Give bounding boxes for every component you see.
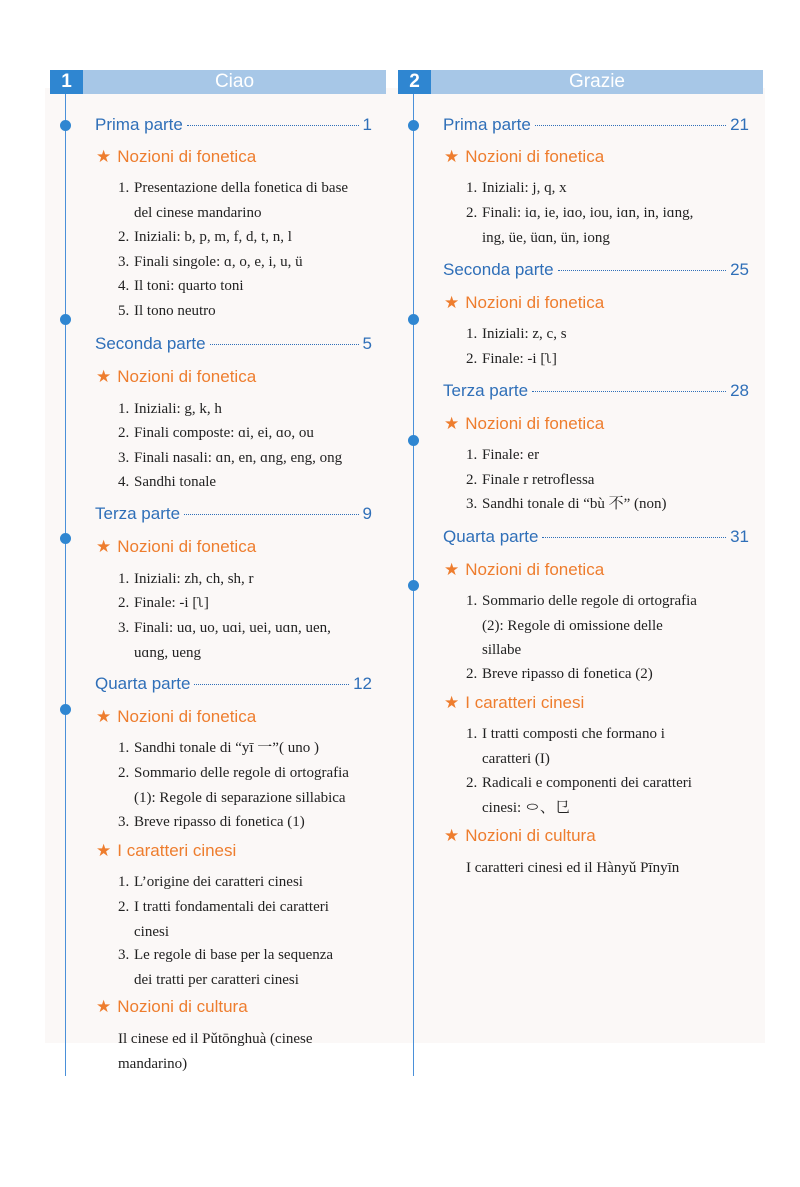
list-item [466,662,749,687]
toc-part-prima[interactable] [95,115,372,137]
item-text-cont: ing, üe, üɑn, ün, iong [482,229,610,246]
item-number: 2. [466,472,478,488]
list-item [118,943,372,992]
list-item [466,468,749,493]
star-icon: ★ [96,841,112,860]
item-text: Breve ripasso di fonetica (1) [134,814,305,830]
section-fonetica [96,367,256,389]
section-label: Nozioni di fonetica [117,537,257,556]
item-text: Finali: uɑ, uo, uɑi, uei, uɑn, uen, [134,620,331,636]
chapter-2-title: Grazie [569,71,625,92]
chapter-2-header [398,70,763,94]
item-number: 3. [118,814,130,830]
leader-dots [210,344,359,345]
section-label: Nozioni di fonetica [465,147,605,166]
item-text: Sommario delle regole di ortografia [134,765,349,781]
item-number: 1. [466,180,478,196]
item-number: 4. [118,278,130,294]
section-label: Nozioni di fonetica [465,293,605,312]
star-icon: ★ [96,997,112,1016]
timeline-dot [408,580,419,591]
toc-part-prima[interactable] [443,115,749,137]
cultura-line: mandarino) [118,1055,188,1072]
page-number: 12 [353,674,372,693]
item-number: 3. [118,620,130,636]
item-number: 1. [118,180,130,196]
list-item [466,322,749,347]
section-label: Nozioni di cultura [117,997,248,1016]
list-item [466,176,749,201]
star-icon: ★ [96,707,112,726]
item-text: Sommario delle regole di ortografia [482,593,697,609]
item-text: I tratti composti che formano i [482,726,665,742]
list-item [118,761,372,810]
timeline-dot [60,704,71,715]
item-text-cont: uɑng, ueng [134,644,202,661]
section-label: Nozioni di cultura [465,826,596,845]
item-text: Iniziali: zh, ch, sh, r [134,571,254,587]
item-number: 2. [466,205,478,221]
star-icon: ★ [444,560,460,579]
chapter-2-number: 2 [398,70,431,94]
star-icon: ★ [96,147,112,166]
timeline-dot [60,120,71,131]
item-number: 1. [466,447,478,463]
star-icon: ★ [444,826,460,845]
list-item [466,722,749,771]
list-item [118,250,372,275]
item-text: Sandhi tonale di “bù 不” (non) [482,496,667,512]
leader-dots [535,125,726,126]
item-number: 2. [466,775,478,791]
section-label: Nozioni di fonetica [117,147,257,166]
part-label: Terza parte [443,381,529,400]
chapter-2-column [398,70,763,876]
item-text: Finale: -i [ʅ] [134,595,209,611]
item-text-cont: caratteri (I) [482,750,550,767]
item-text: Finali singole: ɑ, o, e, i, u, ü [134,254,303,270]
part-label: Terza parte [95,504,181,523]
toc-part-seconda[interactable] [443,260,749,282]
item-number: 5. [118,303,130,319]
item-number: 2. [118,229,130,245]
chapter-1-title: Ciao [214,71,255,92]
page-number: 5 [362,334,372,353]
chapter-1-header [50,70,386,94]
section-fonetica [96,537,256,559]
item-number: 1. [466,593,478,609]
star-icon: ★ [444,147,460,166]
item-number: 1. [118,740,130,756]
item-text: Il toni: quarto toni [134,278,244,294]
section-fonetica [444,414,604,436]
item-text: Le regole di base per la sequenza [134,947,334,963]
item-text-cont: sillabe [482,642,522,658]
chapter-1-number: 1 [50,70,83,94]
list-item [118,176,372,225]
leader-dots [194,684,349,685]
item-number: 3. [118,947,130,963]
item-text: L’origine dei caratteri cinesi [134,874,303,890]
section-fonetica [444,560,604,582]
item-text: Finale: er [482,447,540,463]
item-text: Finale: -i [ʅ] [482,351,557,367]
item-text: Sandhi tonale di “yī 一”( uno ) [134,740,319,756]
item-text: Iniziali: j, q, x [482,180,567,196]
item-text-cont: del cinese mandarino [134,204,262,221]
cultura-text [466,856,749,881]
part-label: Quarta parte [443,527,539,546]
item-number: 2. [118,595,130,611]
leader-dots [558,270,726,271]
section-cultura [444,826,596,848]
cultura-line: I caratteri cinesi ed il Hànyǔ Pīnyīn [466,860,680,876]
list-item [118,225,372,250]
section-fonetica [96,147,256,169]
section-label: Nozioni di fonetica [465,560,605,579]
item-number: 2. [118,765,130,781]
section-fonetica [96,707,256,729]
star-icon: ★ [96,367,112,386]
list-item [118,274,372,299]
list-item [118,870,372,895]
cultura-text [118,1027,372,1076]
page-number: 31 [730,527,749,546]
section-label: I caratteri cinesi [117,841,237,860]
list-item [118,299,372,324]
chapter-1-column [50,70,386,1072]
item-number: 1. [118,874,130,890]
page-number: 28 [730,381,749,400]
item-text: Il tono neutro [134,303,216,319]
item-number: 2. [466,351,478,367]
page-number: 25 [730,260,749,279]
item-text: Presentazione della fonetica di base [134,180,349,196]
cultura-line: Il cinese ed il Pǔtōnghuà (cinese [118,1031,313,1047]
timeline-dot [60,314,71,325]
list-item [118,895,372,944]
toc-part-terza[interactable] [95,504,372,526]
item-text-cont: cinesi [134,923,169,940]
list-item [118,421,372,446]
page-number: 1 [362,115,372,134]
toc-part-terza[interactable] [443,381,749,403]
part-label: Seconda parte [443,260,554,279]
leader-dots [187,125,359,126]
item-number: 2. [118,899,130,915]
item-number: 3. [466,496,478,512]
item-text: Finale r retroflessa [482,472,595,488]
section-fonetica [444,293,604,315]
leader-dots [542,537,726,538]
list-item [466,771,749,820]
section-label: Nozioni di fonetica [117,367,257,386]
part-label: Seconda parte [95,334,206,353]
item-text-cont: (1): Regole di separazione sillabica [134,789,346,806]
page-number: 21 [730,115,749,134]
item-text: Sandhi tonale [134,474,217,490]
item-text: Iniziali: z, c, s [482,326,567,342]
star-icon: ★ [444,293,460,312]
item-number: 2. [118,425,130,441]
item-text-cont: (2): Regole di omissione delle [482,617,663,634]
item-text: Breve ripasso di fonetica (2) [482,666,653,682]
item-number: 3. [118,254,130,270]
section-cultura [96,997,248,1019]
timeline-dot [60,533,71,544]
star-icon: ★ [444,414,460,433]
page-number: 9 [362,504,372,523]
toc-part-seconda[interactable] [95,334,372,356]
item-text: Finali composte: ɑi, ei, ɑo, ou [134,425,314,441]
section-label: Nozioni di fonetica [465,414,605,433]
item-number: 2. [466,666,478,682]
section-caratteri [96,841,236,863]
section-label: I caratteri cinesi [465,693,585,712]
list-item [466,443,749,468]
leader-dots [532,391,726,392]
list-item [466,589,749,663]
part-label: Prima parte [443,115,531,134]
item-number: 4. [118,474,130,490]
part-label: Prima parte [95,115,183,134]
item-text: I tratti fondamentali dei caratteri [134,899,329,915]
toc-part-quarta[interactable] [95,674,372,696]
list-item [118,446,372,471]
item-number: 1. [466,726,478,742]
section-label: Nozioni di fonetica [117,707,257,726]
timeline-dot [408,314,419,325]
timeline-dot [408,120,419,131]
item-text: Finali: iɑ, ie, iɑo, iou, iɑn, in, iɑng, [482,205,694,221]
item-text: Iniziali: b, p, m, f, d, t, n, l [134,229,292,245]
item-text: Iniziali: g, k, h [134,401,222,417]
leader-dots [184,514,358,515]
list-item [118,736,372,761]
list-item [118,810,372,835]
list-item [466,347,749,372]
item-number: 1. [118,401,130,417]
list-item [118,616,372,665]
list-item [118,567,372,592]
list-item [118,397,372,422]
section-fonetica [444,147,604,169]
star-icon: ★ [444,693,460,712]
item-text-cont: cinesi: ㇣、㔾 [482,799,570,816]
list-item [466,492,749,517]
section-caratteri [444,693,584,715]
list-item [118,470,372,495]
item-number: 1. [466,326,478,342]
star-icon: ★ [96,537,112,556]
timeline-dot [408,435,419,446]
item-number: 3. [118,450,130,466]
part-label: Quarta parte [95,674,191,693]
item-text: Finali nasali: ɑn, en, ɑng, eng, ong [134,450,343,466]
list-item [118,591,372,616]
toc-part-quarta[interactable] [443,527,749,549]
list-item [466,201,749,250]
item-text: Radicali e componenti dei caratteri [482,775,692,791]
item-number: 1. [118,571,130,587]
item-text-cont: dei tratti per caratteri cinesi [134,971,299,988]
timeline-line [65,94,66,1076]
